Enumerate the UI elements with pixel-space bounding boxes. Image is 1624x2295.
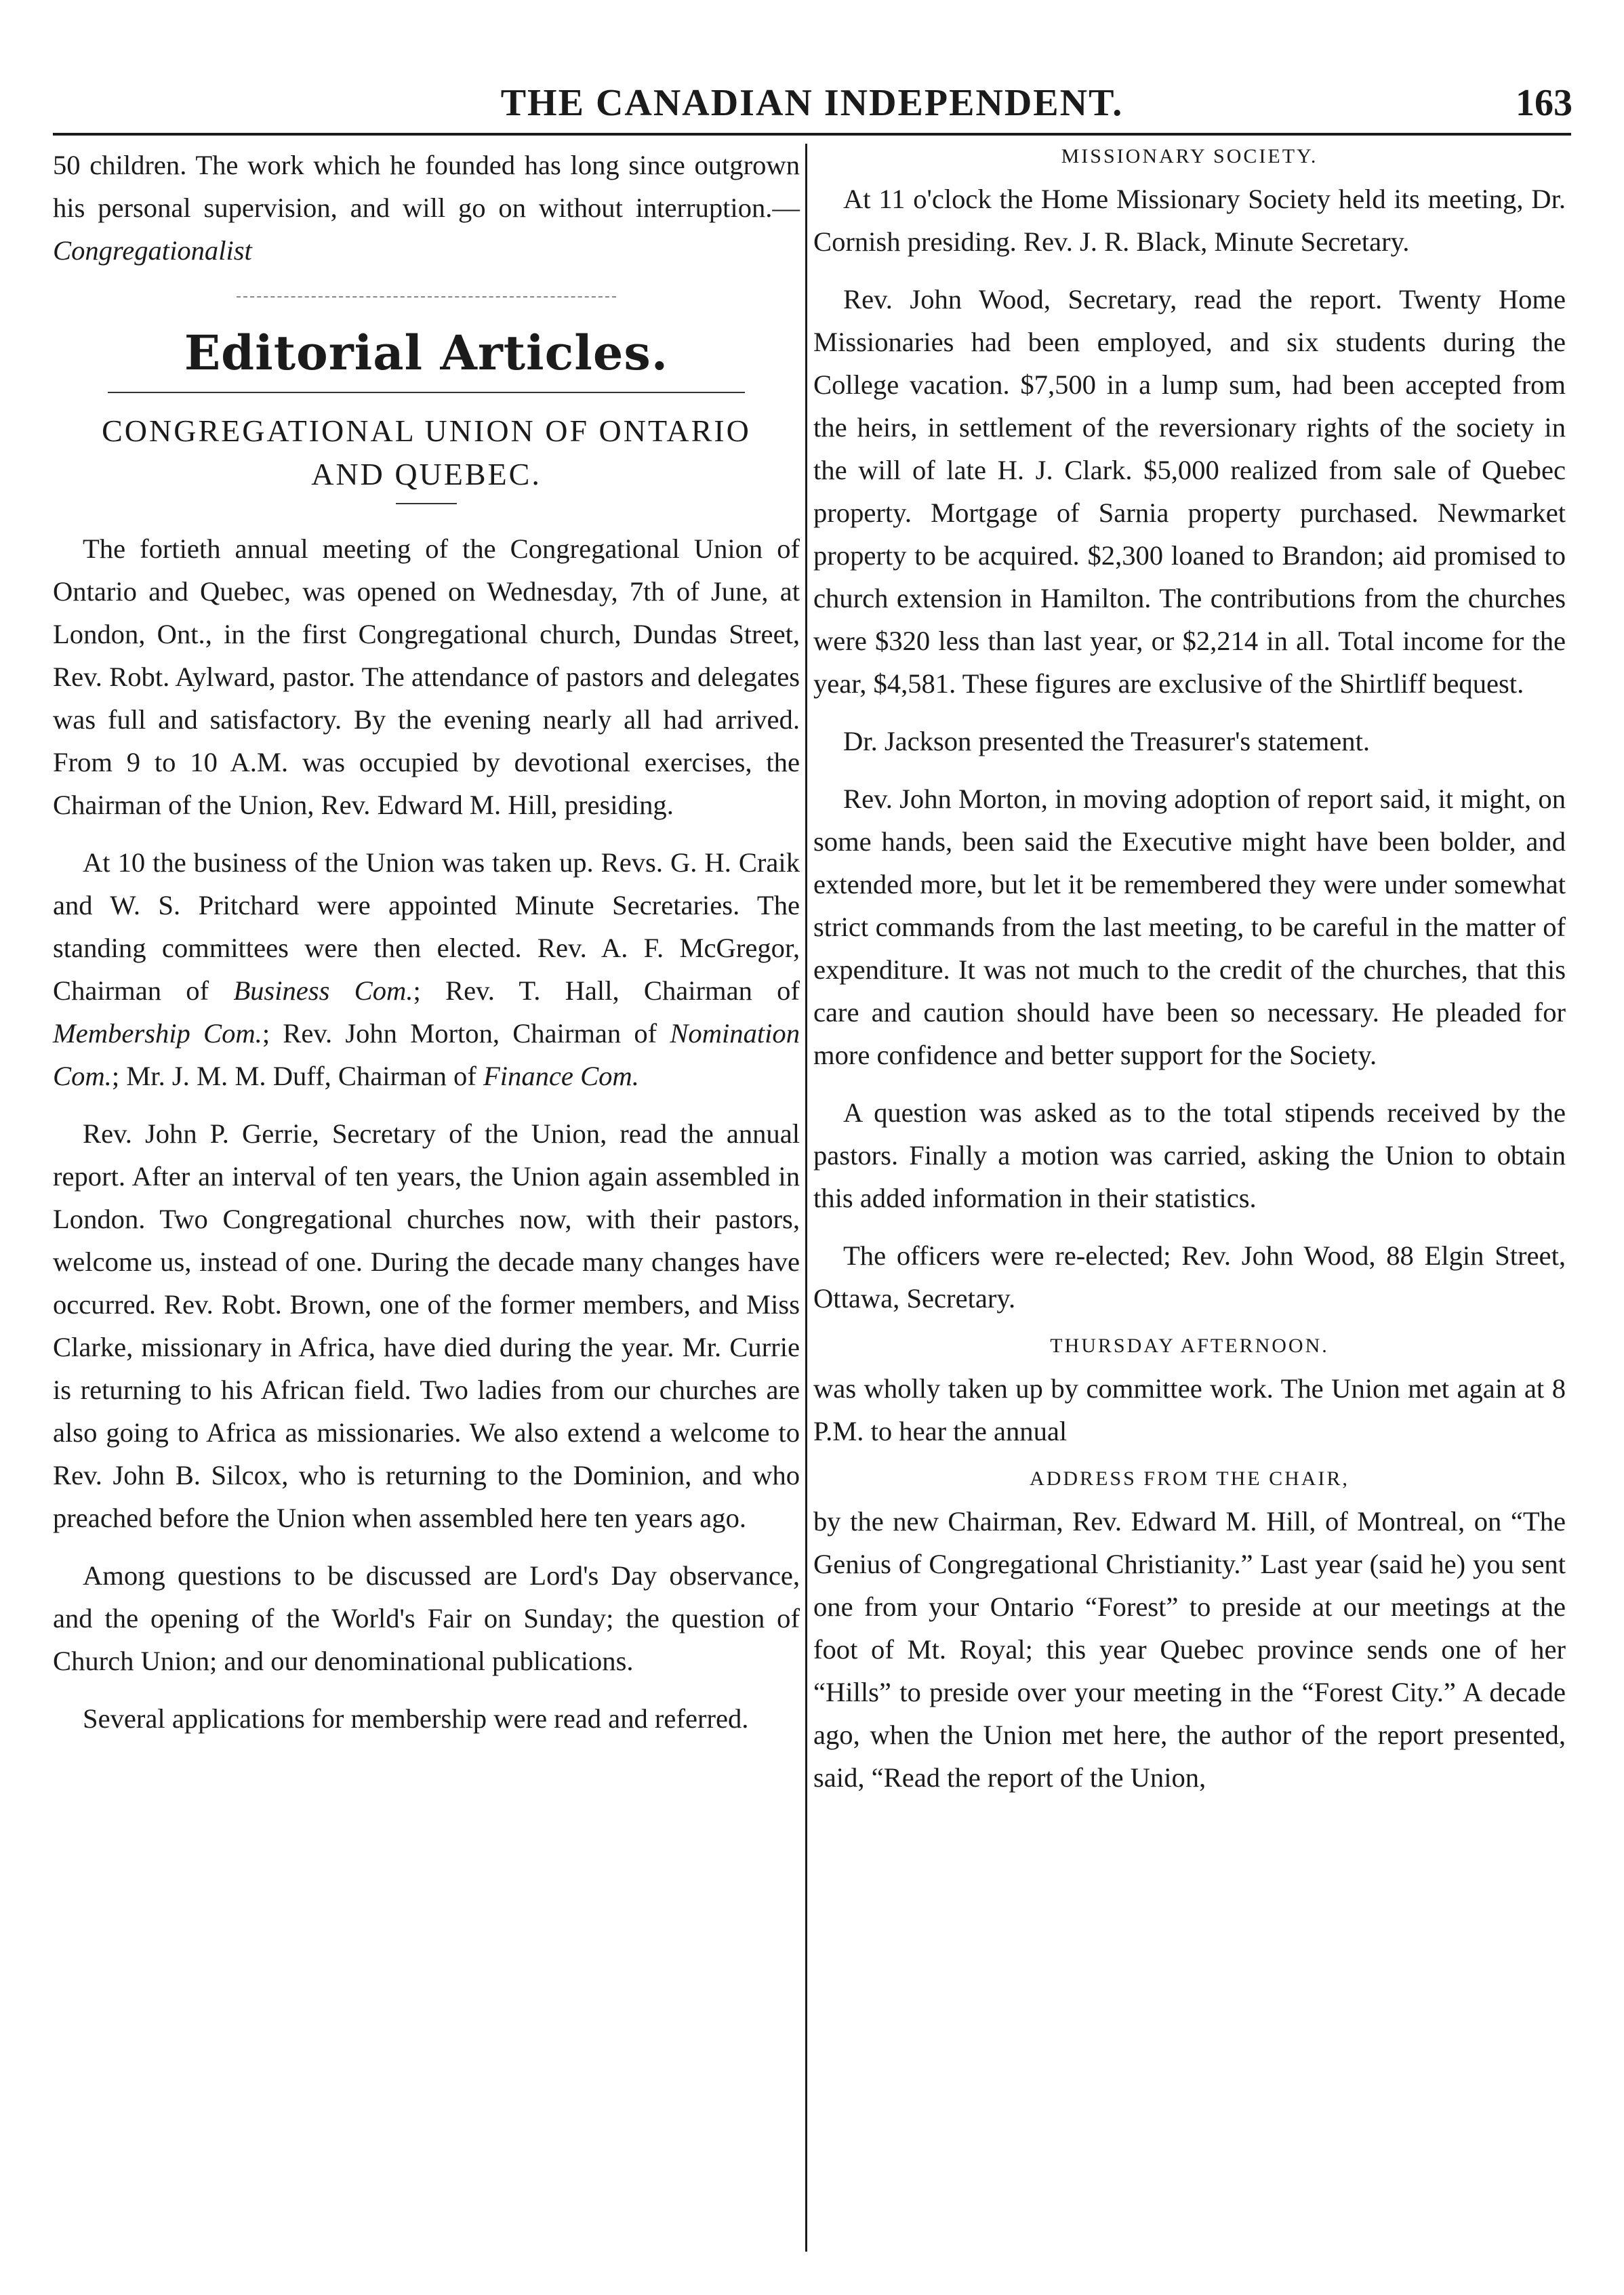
section-rule — [108, 392, 745, 393]
continuation-text: 50 children. The work which he founded has long since outgrown his personal supervision, and will go on without interruption. — [53, 150, 800, 223]
subheading: ADDRESS FROM THE CHAIR, — [1030, 1467, 1349, 1490]
continuation-paragraph: 50 children. The work which he founded has long since outgrown his personal supervision, and will go on without interruption.—Congregationalist — [53, 150, 800, 266]
header-rule — [53, 133, 1571, 136]
page-header — [0, 81, 1624, 122]
text-run: At 10 the business of the Union was taken up. Revs. G. H. Craik and W. S. Pritchard were appointed Minute Secretaries. The standing committees were then elected. Rev. A. F. McGregor, Chairman of — [53, 847, 800, 1006]
paragraph: Rev. John Morton, in moving adoption of report said, it might, on some hands, been said the Executive might have been bolder, and extended more, but let it be remembered they were under somewhat strict commands from the last meeting, to be careful in the matter of expenditure. It was not much to the credit of the churches, that this care and caution should have been so necessary. He pleaded for more confidence and better support for the Society. — [813, 784, 1566, 1070]
committee-name: Nomination Com. — [53, 1018, 800, 1091]
paragraph: Dr. Jackson presented the Treasurer's statement. — [843, 726, 1370, 756]
running-title: THE CANADIAN INDEPENDENT. — [500, 82, 1124, 124]
article-title — [53, 409, 800, 496]
subheading: THURSDAY AFTERNOON. — [1050, 1335, 1329, 1357]
article-title-line1: CONGREGATIONAL UNION OF ONTARIO — [102, 413, 751, 448]
text-run: ; Rev. T. Hall, Chairman of — [413, 975, 800, 1006]
paragraph: Among questions to be discussed are Lord's Day observance, and the opening of the World's Fair on Sunday; the question of Church Union; and our denominational publications. — [53, 1560, 800, 1676]
text-run: ; Mr. J. M. M. Duff, Chairman of — [111, 1061, 483, 1091]
paragraph-committees — [53, 841, 800, 1097]
column-divider — [805, 144, 807, 2252]
title-dash — [396, 503, 457, 504]
article-title-line2: AND QUEBEC. — [311, 457, 542, 491]
committee-name: Finance Com. — [483, 1061, 639, 1091]
paragraph: The officers were re-elected; Rev. John Wood, 88 Elgin Street, Ottawa, Secretary. — [813, 1240, 1566, 1314]
subheading: MISSIONARY SOCIETY. — [1061, 145, 1318, 167]
continuation-source: Congregationalist — [53, 235, 252, 266]
text-run: ; Rev. John Morton, Chairman of — [262, 1018, 670, 1049]
left-column — [53, 144, 800, 1755]
right-column — [813, 144, 1566, 1814]
section-separator — [237, 296, 616, 298]
committee-name: Membership Com. — [53, 1018, 262, 1049]
paragraph: At 11 o'clock the Home Missionary Society held its meeting, Dr. Cornish presiding. Rev. J. R. Black, Minute Secretary. — [813, 184, 1566, 257]
paragraph: by the new Chairman, Rev. Edward M. Hill, of Montreal, on “The Genius of Congregational Christianity.” Last year (said he) you sent one from your Ontario “Forest” to preside at our meetings at the foot of Mt. Royal; this year Quebec province sends one of her “Hills” to preside over your meeting in the “Forest City.” A decade ago, when the Union met here, the author of the report presented, said, “Read the report of the Union, — [813, 1506, 1566, 1793]
paragraph: Rev. John Wood, Secretary, read the report. Twenty Home Missionaries had been employed, and six students during the College vacation. $7,500 in a lump sum, had been accepted from the heirs, in settlement of the reversionary rights of the society in the will of late H. J. Clark. $5,000 realized from sale of Quebec property. Mortgage of Sarnia property purchased. Newmarket property to be acquired. $2,300 loaned to Brandon; aid promised to church extension in Hamilton. The contributions from the churches were $320 less than last year, or $2,214 in all. Total income for the year, $4,581. These figures are exclusive of the Shirtliff bequest. — [813, 284, 1566, 699]
page-number: 163 — [1516, 82, 1572, 124]
paragraph: Several applications for membership were read and referred. — [83, 1703, 749, 1734]
section-heading: Editorial Articles. — [184, 325, 669, 381]
paragraph: The fortieth annual meeting of the Congregational Union of Ontario and Quebec, was opened on Wednesday, 7th of June, at London, Ont., in the first Congregational church, Dundas Street, Rev. Robt. Aylward, pastor. The attendance of pastors and delegates was full and satisfactory. By the evening nearly all had arrived. From 9 to 10 A.M. was occupied by devotional exercises, the Chairman of the Union, Rev. Edward M. Hill, presiding. — [53, 533, 800, 820]
paragraph: Rev. John P. Gerrie, Secretary of the Union, read the annual report. After an interval of ten years, the Union again assembled in London. Two Congregational churches now, with their pastors, welcome us, instead of one. During the decade many changes have occurred. Rev. Robt. Brown, one of the former members, and Miss Clarke, missionary in Africa, have died during the year. Mr. Currie is returning to his African field. Two ladies from our churches are also going to Africa as missionaries. We also extend a welcome to Rev. John B. Silcox, who is returning to the Dominion, and who preached before the Union when assembled here ten years ago. — [53, 1118, 800, 1533]
paragraph: A question was asked as to the total stipends received by the pastors. Finally a motion was carried, asking the Union to obtain this added information in their statistics. — [813, 1097, 1566, 1213]
committee-name: Business Com. — [233, 975, 413, 1006]
paragraph: was wholly taken up by committee work. The Union met again at 8 P.M. to hear the annual — [813, 1373, 1566, 1446]
